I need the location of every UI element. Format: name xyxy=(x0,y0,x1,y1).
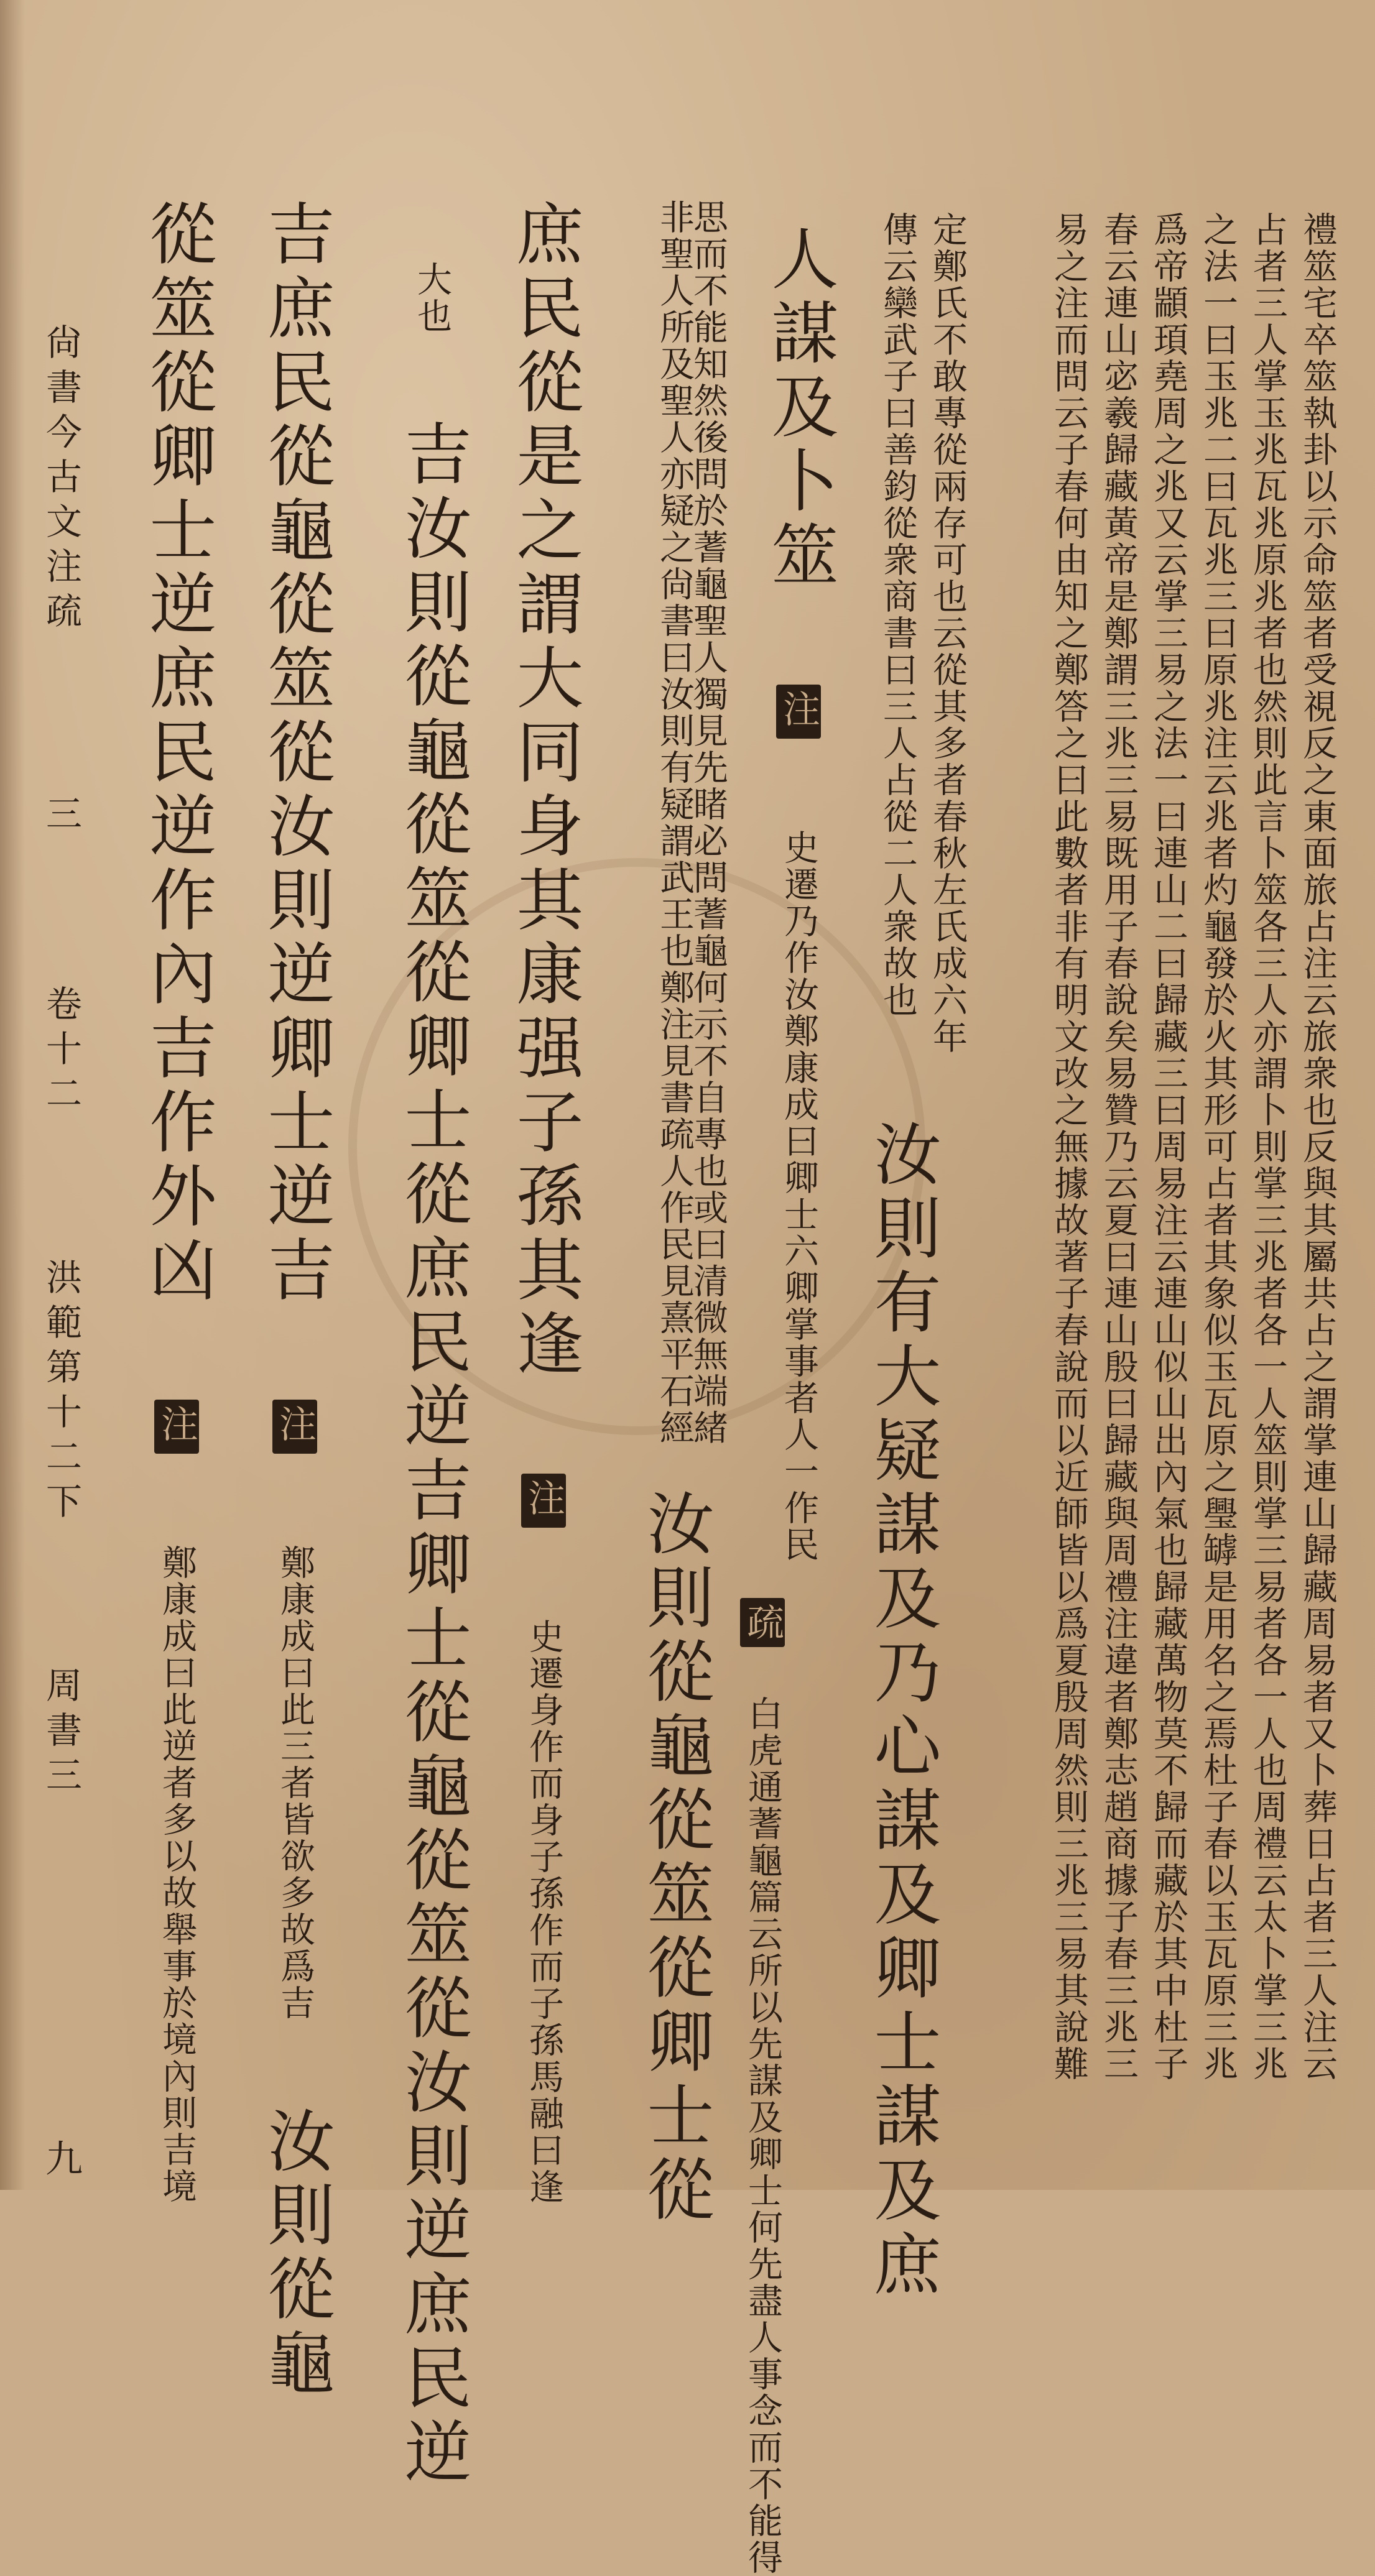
chapter-label: 卷十二 xyxy=(40,985,82,1119)
annotation-tag-shu: 疏 xyxy=(740,1598,785,1647)
text-column-14 xyxy=(505,199,583,2205)
annotation-tag-zhu-2: 注 xyxy=(521,1474,566,1528)
page-number: 九 xyxy=(39,2139,83,2185)
text-column-16 xyxy=(256,199,334,2402)
annotation-tag-zhu-4: 注 xyxy=(154,1400,199,1454)
text-column-7 xyxy=(927,211,968,1206)
text-column-13 xyxy=(636,199,713,2228)
page-spine-shadow xyxy=(0,0,25,2190)
text-column-2 xyxy=(1248,211,1288,2151)
volume-label: 三 xyxy=(40,795,82,839)
col-7-small: 定鄭氏不敢專從兩存可也云從其多者春秋左氏成六年 xyxy=(927,211,968,1055)
col-17-big: 從筮從卿士逆庶民逆作內吉作外凶 xyxy=(138,199,216,1309)
col-16-small: 鄭康成曰此三者皆欲多故爲吉 xyxy=(275,1544,315,2021)
text-column-3 xyxy=(1198,211,1238,2151)
col-12-small: 思而不能知然後問於蓍龜聖人獨見先睹必問蓍龜何示不自專也或曰清微無端緒 xyxy=(688,199,728,1446)
text-column-8 xyxy=(877,211,918,1206)
annotation-tag-zhu-3: 注 xyxy=(272,1400,317,1454)
col-4-small: 爲帝顓頊堯周之兆又云掌三易之法一曰連山二曰歸藏三曰周易注云連山似山出內氣也歸藏萬物莫不歸而藏於其中杜子 xyxy=(1148,211,1188,2082)
col-2-small: 占者三人掌玉兆瓦兆原兆者也然則此言卜筮各三人亦謂卜則掌三兆者各一人筮則掌三易者各一人也周禮云太卜掌三兆 xyxy=(1248,211,1288,2082)
text-column-9 xyxy=(863,1119,940,2303)
text-column-6 xyxy=(1049,211,1089,2151)
margin-column xyxy=(34,323,88,2185)
book-title: 尙書今古文注疏 xyxy=(40,323,82,637)
col-10-small: 史遷乃作汝鄭康成曰卿士六卿掌事者人一作民 xyxy=(779,829,819,1563)
text-column-5 xyxy=(1098,211,1139,2151)
text-column-15 xyxy=(393,261,471,2491)
col-14-big: 庶民從是之謂大同身其康强子孫其逢 xyxy=(505,199,583,1383)
text-column-17 xyxy=(138,199,216,2205)
col-15-big: 吉汝則從龜從筮從卿士從庶民逆吉卿士從龜從筮從汝則逆庶民逆 xyxy=(393,419,471,2491)
col-10-big: 人謀及卜筮 xyxy=(760,224,838,594)
col-13-big: 汝則從龜從筮從卿士從 xyxy=(636,1489,713,2228)
col-1-small: 禮筮宅卒筮執卦以示命筮者受視反之東面旅占注云旅衆也反與其屬共占之謂掌連山歸藏周易者又卜葬日占者三人注云 xyxy=(1297,211,1338,2082)
section-label: 洪範第十二下 xyxy=(40,1258,82,1527)
annotation-tag-zhu: 注 xyxy=(776,685,821,739)
col-11-small: 白虎通蓍龜篇云所以先謀及卿士何先盡人事念而不能得 xyxy=(743,1696,783,2576)
col-17-small: 鄭康成曰此逆者多以故舉事於境內則吉境 xyxy=(157,1544,197,2205)
col-9-big: 汝則有大疑謀及乃心謀及卿士謀及庶 xyxy=(863,1119,940,2303)
col-16-big-2: 汝則從龜 xyxy=(256,2106,334,2402)
col-5-small: 春云連山宓羲歸藏黃帝是鄭謂三兆三易既用子春說矣易贊乃云夏曰連山殷曰歸藏與周禮注違者鄭志趙商據子春三兆三 xyxy=(1098,211,1139,2082)
col-6-small: 易之注而問云子春何由知之鄭答之曰此數者非有明文改之無據故著子春說而以近師皆以爲夏殷周然則三兆三易其說難 xyxy=(1049,211,1089,2082)
col-16-big: 吉庶民從龜從筮從汝則逆卿士逆吉 xyxy=(256,199,334,1309)
col-3-small: 之法一曰玉兆二曰瓦兆三曰原兆注云兆者灼龜發於火其形可占者其象似玉瓦原之璺罅是用名之焉杜子春以玉瓦原三兆 xyxy=(1198,211,1238,2082)
col-15-small: 大也 xyxy=(412,261,452,335)
col-8-small: 傳云欒武子曰善鈞從衆商書曰三人占從二人衆故也 xyxy=(877,211,918,1018)
text-column-4 xyxy=(1148,211,1188,2151)
zhou-label: 周書三 xyxy=(40,1666,82,1801)
text-column-11 xyxy=(740,1592,785,2576)
text-column-1 xyxy=(1297,211,1338,2151)
col-14-small: 史遷身作而身子孫作而子孫馬融曰逢 xyxy=(524,1618,564,2205)
col-13-small: 非聖人所及聖人亦疑之尙書曰汝則有疑謂武王也鄭注見書疏人作民見熹平石經 xyxy=(654,199,695,1446)
